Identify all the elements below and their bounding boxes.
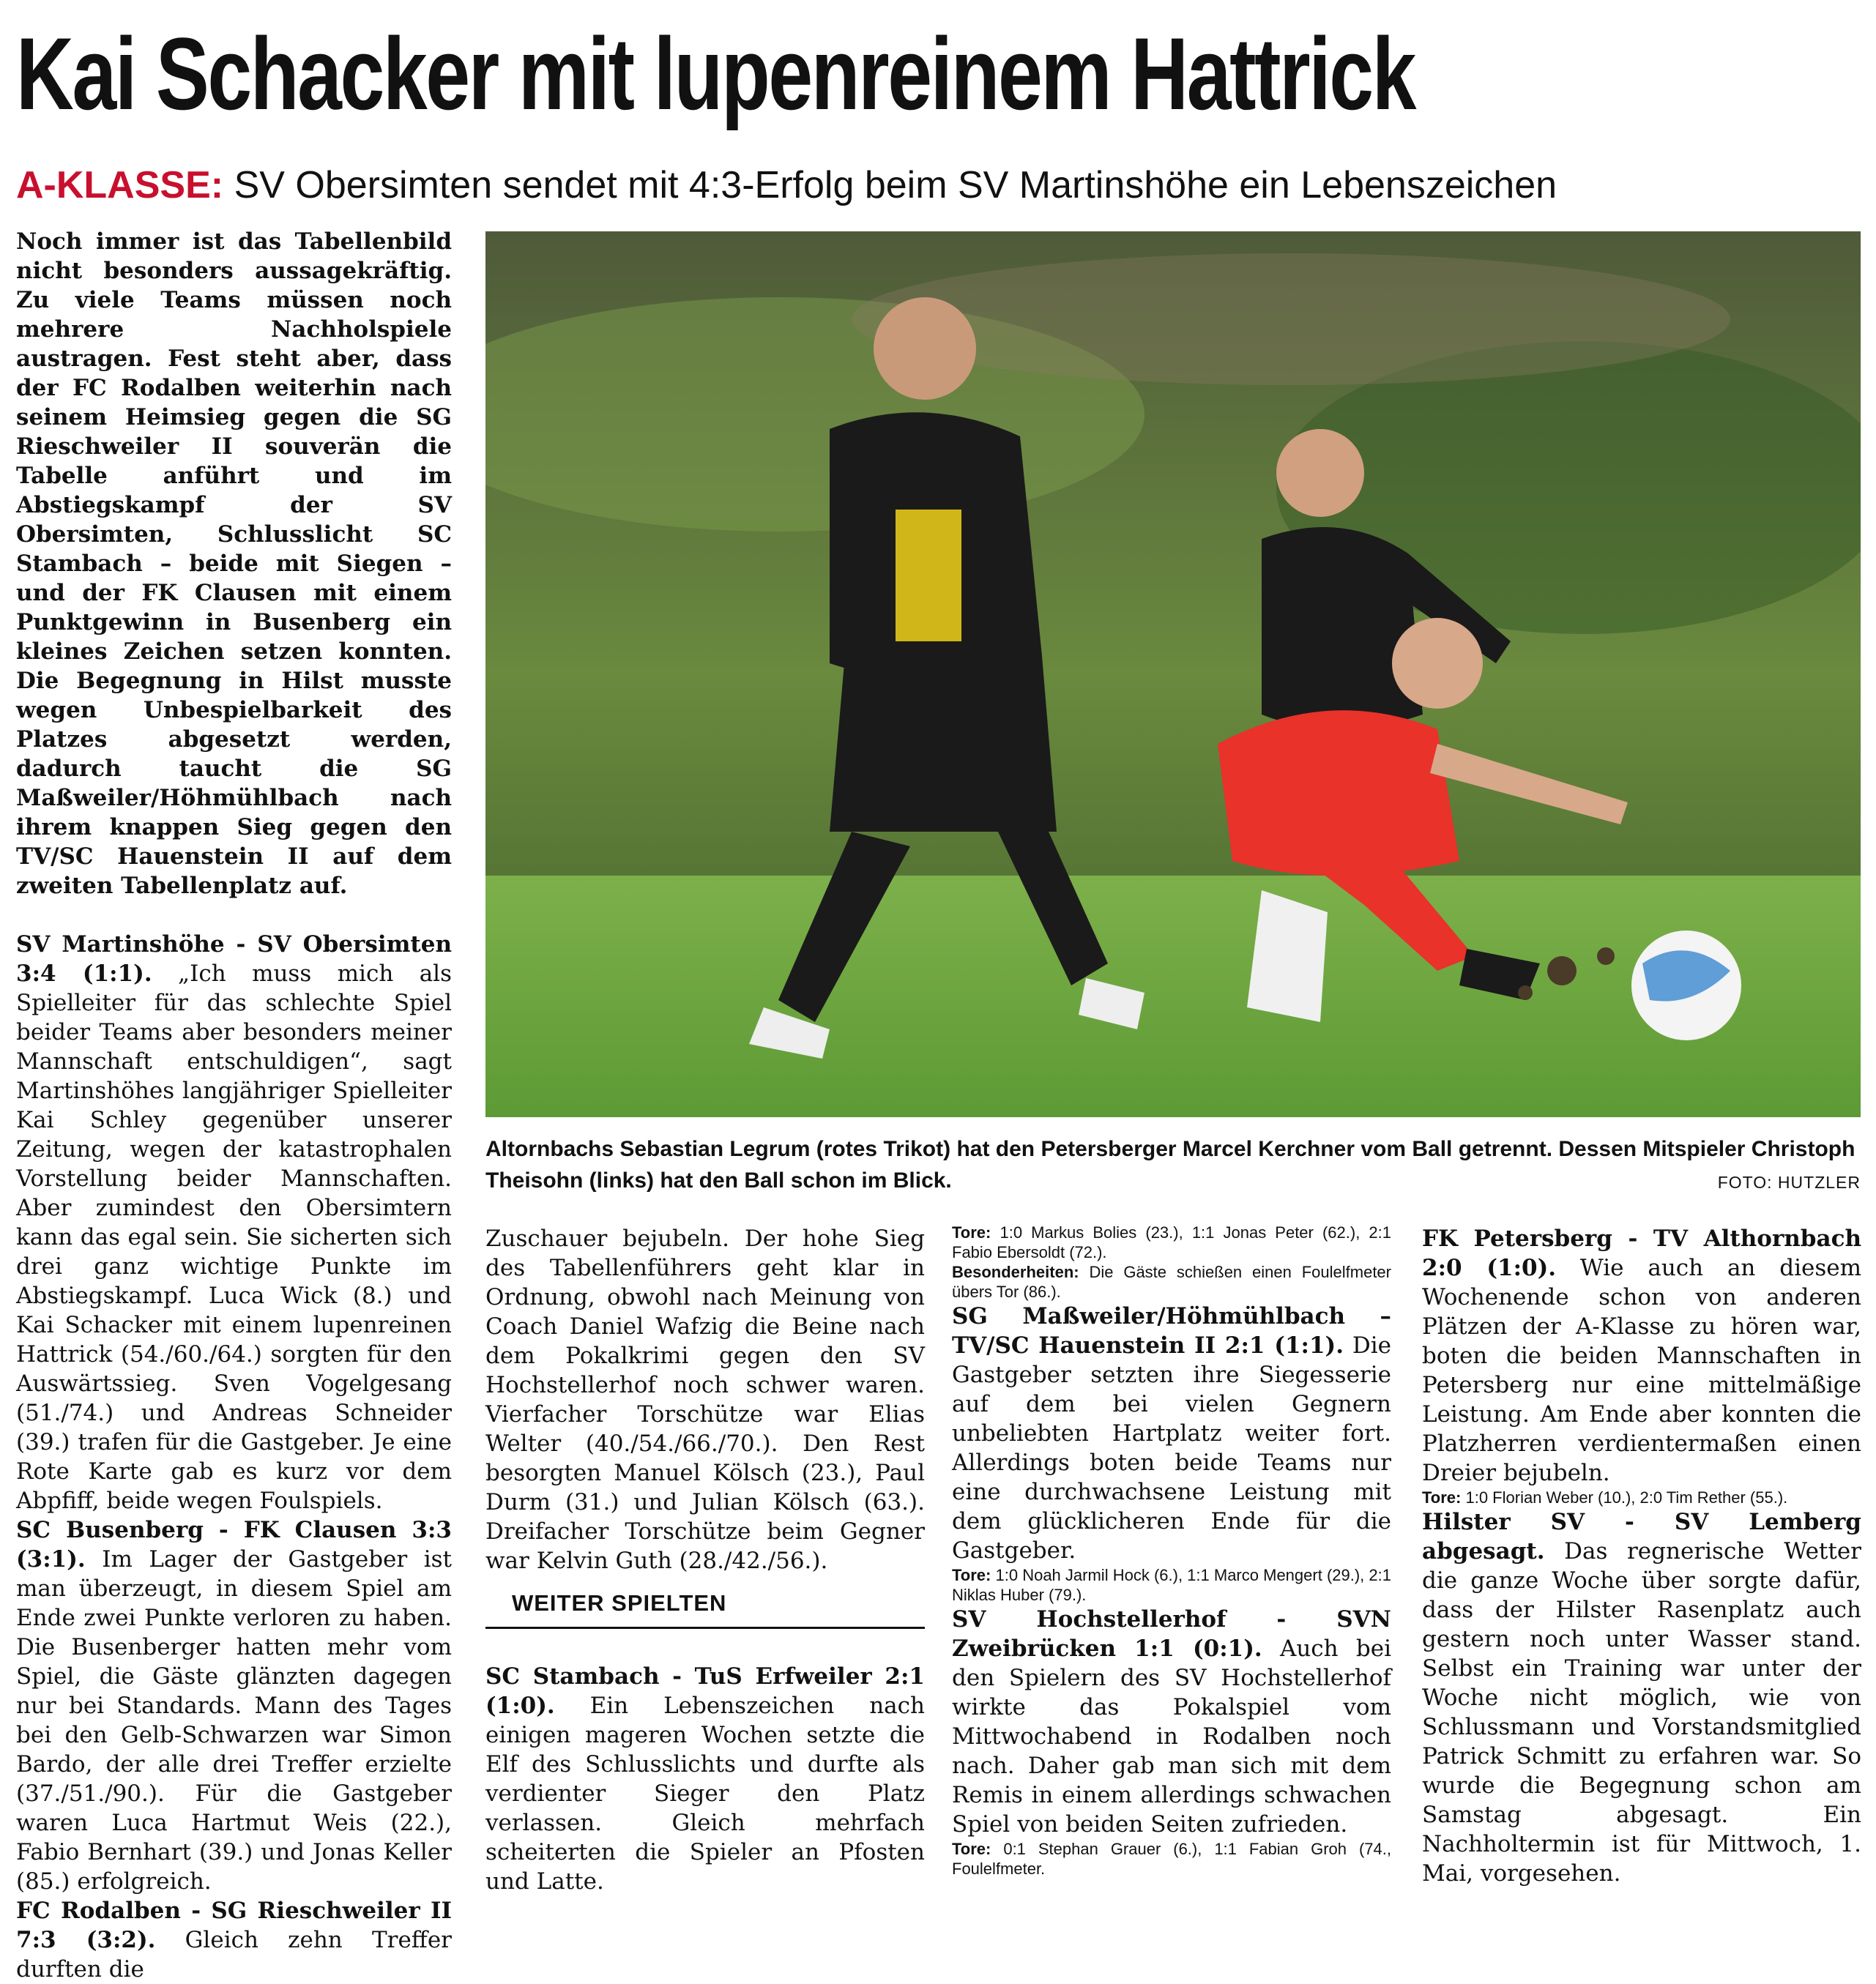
match-text: Gleich zehn Treffer durften die [16, 1927, 452, 1983]
further-matches-box [485, 1587, 925, 1622]
column-4 [1422, 1224, 1861, 1888]
headline: Kai Schacker mit lupenreinem Hattrick [16, 16, 1415, 131]
match-report [1422, 1507, 1861, 1888]
match-report [485, 1662, 925, 1896]
further-matches-title: WEITER SPIELTEN [512, 1590, 727, 1616]
match-text: Auch bei den Spielern des SV Hochstellerhof wirkte das Pokalspiel vom Mittwochabend in Rodalben noch nach. Daher gab man sich mit dem Remis in einem allerdings schwachen Spiel von beiden Seiten zufrieden. [952, 1636, 1391, 1838]
match-text: Im Lager der Gastgeber ist man überzeugt, in diesem Spiel am Ende zwei Punkte verloren zu haben. Die Busenberger hatten mehr vom Spiel, die Gäste glänzten dagegen nur bei Standards. Mann des Tages bei den Gelb-Schwarzen war Simon Bardo, der alle drei Treffer erzielte (37./51./90.). Für die Gastgeber waren Luca Hartmut Weis (22.), Fabio Bernhart (39.) und Jonas Keller (85.) erfolgreich. [16, 1546, 452, 1895]
match-title: SG Maßweiler/Höhmühlbach – TV/SC Hauenstein II 2:1 (1:1). [952, 1303, 1391, 1359]
match-photo [485, 231, 1861, 1117]
match-title: FK Petersberg - TV Althornbach 2:0 (1:0). [1422, 1226, 1861, 1281]
goals-label: Tore: [1422, 1488, 1462, 1507]
photo-credit: FOTO: HUTZLER [1717, 1173, 1861, 1192]
goals-text: 1:0 Noah Jarmil Hock (6.), 1:1 Marco Mengert (29.), 2:1 Niklas Huber (79.). [952, 1566, 1391, 1604]
goals-line [952, 1839, 1391, 1879]
special-line [952, 1262, 1391, 1302]
match-title: FC Rodalben - SG Rieschweiler II 7:3 (3:2). [16, 1898, 452, 1953]
match-text: „Ich muss mich als Spielleiter für das schlechte Spiel beider Teams aber besonders meiner Mannschaft entschuldigen“, sagt Martinshöhes langjähriger Spielleiter Kai Schley gegenüber unserer Zeitung, wegen der katastrophalen Vorstellung beider Mannschaften. Aber zumindest den Obersimtern kann das egal sein. Sie sicherten sich drei ganz wichtige Punkte im Abstiegskampf. Luca Wick (8.) und Kai Schacker mit einem lupenreinen Hattrick (54./60./64.) sorgten für den Auswärtssieg. Sven Vogelgesang (51./74.) und Andreas Schneider (39.) trafen für die Gastgeber. Je eine Rote Karte gab es kurz vor dem Abpfiff, beide wegen Foulspiels. [16, 961, 452, 1514]
lead-paragraph: Noch immer ist das Tabellenbild nicht besonders aussagekräftig. Zu viele Teams müssen noch mehrere Nachholspiele austragen. Fest steht aber, dass der FC Rodalben weiterhin nach seinem Heimsieg gegen die SG Rieschweiler II souverän die Tabelle anführt und im Abstiegskampf der SV Obersimten, Schlusslicht SC Stambach – beide mit Siegen – und der FK Clausen mit einem Punktgewinn in Busenberg ein kleines Zeichen setzen konnten. Die Begegnung in Hilst musste wegen Unbespielbarkeit des Platzes abgesetzt werden, dadurch taucht die SG Maßweiler/Höhmühlbach nach ihrem knappen Sieg gegen den TV/SC Hauenstein II auf dem zweiten Tabellenplatz auf. [16, 228, 452, 899]
column-1 [16, 227, 452, 1984]
column-3 [952, 1223, 1391, 1879]
match-title: SC Stambach - TuS Erfweiler 2:1 (1:0). [485, 1663, 925, 1719]
match-title: SV Martinshöhe - SV Obersimten 3:4 (1:1). [16, 931, 452, 987]
match-text: Die Gastgeber setzten ihre Siegesserie auf dem bei vielen Gegnern unbeliebten Hartplatz weiter fort. Allerdings boten beide Teams nur eine durchwachsene Leistung mit dem glücklicheren Ende für die Gastgeber. [952, 1332, 1391, 1564]
match-title: SC Busenberg - FK Clausen 3:3 (3:1). [16, 1517, 452, 1573]
kicker: A-KLASSE: [16, 164, 224, 206]
photo-caption: Altornbachs Sebastian Legrum (rotes Trikot) hat den Petersberger Marcel Kerchner vom Ball getrennt. Dessen Mitspieler Christoph Theisohn (links) hat den Ball schon im Blick. [485, 1137, 1855, 1193]
goals-text: 0:1 Stephan Grauer (6.), 1:1 Fabian Groh (74., Foulelfmeter. [952, 1840, 1391, 1878]
goals-label: Tore: [952, 1566, 991, 1584]
column-2-bottom [485, 1662, 925, 1896]
subtitle: SV Obersimten sendet mit 4:3-Erfolg beim SV Martinshöhe ein Lebenszeichen [234, 164, 1557, 206]
match-report: Zuschauer bejubeln. Der hohe Sieg des Tabellenführers geht klar in Ordnung, obwohl nach Meinung von Coach Daniel Wafzig die Beine nach dem Pokalkrimi gegen den SV Hochstellerhof noch schwer waren. Vierfacher Torschütze war Elias Welter (40./54./66./70.). Den Rest besorgten Manuel Kölsch (23.), Paul Durm (31.) und Julian Kölsch (63.). Dreifacher Torschütze beim Gegner war Kelvin Guth (28./42./56.). [485, 1226, 925, 1574]
goals-label: Tore: [952, 1840, 991, 1858]
match-report [1422, 1224, 1861, 1488]
box-divider [485, 1627, 925, 1629]
match-report [16, 930, 452, 1515]
match-text: Wie auch an diesem Wochenende schon von anderen Plätzen der A-Klasse zu hören war, boten die beiden Mannschaften in Petersberg nur eine mittelmäßige Leistung. Am Ende aber konnten die Platzherren verdientermaßen einen Dreier bejubeln. [1422, 1255, 1861, 1486]
goals-line [952, 1223, 1391, 1262]
match-report [16, 1515, 452, 1896]
goals-line [1422, 1488, 1861, 1507]
match-report [952, 1605, 1391, 1839]
match-report [16, 1896, 452, 1984]
match-report [952, 1302, 1391, 1565]
goals-text: 1:0 Markus Bolies (23.), 1:1 Jonas Peter (62.), 2:1 Fabio Ebersoldt (72.). [952, 1223, 1391, 1261]
match-title: Hilster SV - SV Lemberg abgesagt. [1422, 1509, 1861, 1565]
goals-label: Tore: [952, 1223, 991, 1242]
subtitle-line [16, 160, 1557, 211]
match-text: Das regnerische Wetter die ganze Woche über sorgte dafür, dass der Hilster Rasenplatz auch gestern noch unter Wasser stand. Selbst ein Training war unter der Woche nicht möglich, wie von Schlussmann und Vorstandsmitglied Patrick Schmitt zu erfahren war. So wurde die Begegnung schon am Samstag abgesagt. Ein Nachholtermin ist für Mittwoch, 1. Mai, vorgesehen. [1422, 1538, 1861, 1887]
football-photo-illustration [485, 231, 1861, 1117]
goals-text: 1:0 Florian Weber (10.), 2:0 Tim Rether (55.). [1461, 1488, 1788, 1507]
special-label: Besonderheiten: [952, 1263, 1079, 1281]
special-text: Die Gäste schießen einen Foulelfmeter übers Tor (86.). [952, 1263, 1391, 1301]
goals-line [952, 1565, 1391, 1605]
match-text: Ein Lebenszeichen nach einigen mageren Wochen setzte die Elf des Schlusslichts und durfte als verdienter Sieger den Platz verlassen. Gleich mehrfach scheiterten die Spieler an Pfosten und Latte. [485, 1693, 925, 1895]
column-2 [485, 1224, 925, 1575]
match-title: SV Hochstellerhof - SVN Zweibrücken 1:1 (0:1). [952, 1606, 1391, 1662]
